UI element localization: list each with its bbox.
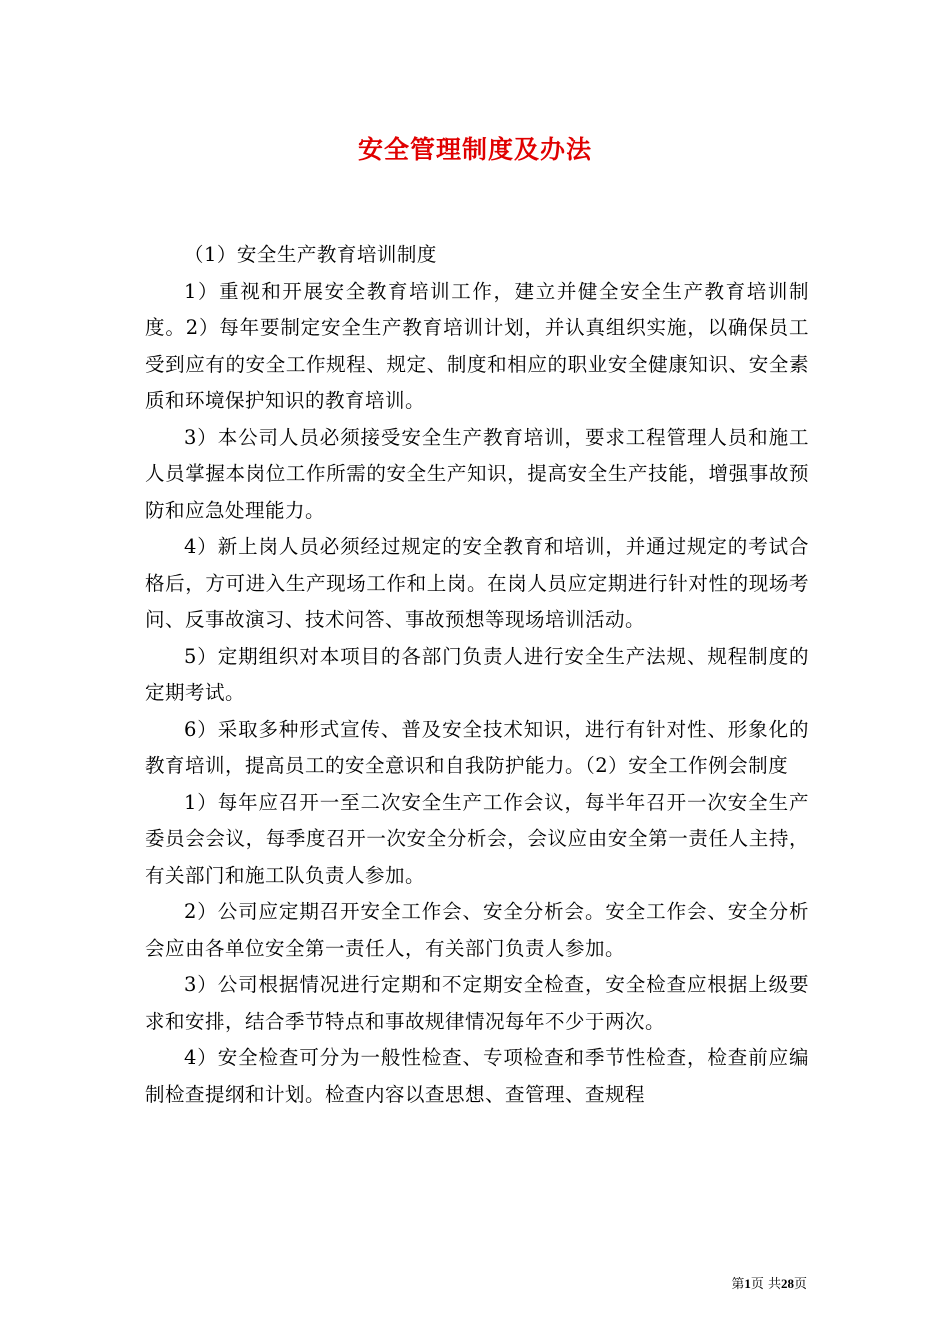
page-number: 1 [744, 1276, 751, 1291]
paragraph: 6）采取多种形式宣传、普及安全技术知识，进行有针对性、形象化的教育培训，提高员工的安全意识和自我防护能力。（2）安全工作例会制度 [145, 717, 809, 777]
total-pages: 28 [780, 1276, 794, 1291]
footer-prefix: 第 [731, 1277, 745, 1292]
paragraph: 1）每年应召开一至二次安全生产工作会议，每半年召开一次安全生产委员会会议，每季度召开一次安全分析会，会议应由安全第一责任人主持，有关部门和施工队负责人参加。 [145, 790, 809, 887]
document-title: 安全管理制度及办法 [357, 135, 592, 164]
paragraph: 3）本公司人员必须接受安全生产教育培训，要求工程管理人员和施工人员掌握本岗位工作所需的安全生产知识，提高安全生产技能，增强事故预防和应急处理能力。 [145, 425, 809, 522]
paragraph: 3）公司根据情况进行定期和不定期安全检查，安全检查应根据上级要求和安排，结合季节特点和事故规律情况每年不少于两次。 [145, 973, 809, 1033]
paragraph: 5）定期组织对本项目的各部门负责人进行安全生产法规、规程制度的定期考试。 [145, 644, 809, 704]
section-heading: （1）安全生产教育培训制度 [184, 243, 437, 266]
footer-suffix: 页 [793, 1277, 807, 1292]
paragraph: 4）新上岗人员必须经过规定的安全教育和培训，并通过规定的考试合格后，方可进入生产现场工作和上岗。在岗人员应定期进行针对性的现场考问、反事故演习、技术问答、事故预想等现场培训活动。 [145, 535, 809, 631]
footer-middle: 页 共 [750, 1277, 781, 1292]
paragraph: 2）公司应定期召开安全工作会、安全分析会。安全工作会、安全分析会应由各单位安全第一责任人，有关部门负责人参加。 [145, 900, 809, 960]
page-footer [731, 1276, 807, 1293]
document-body [145, 237, 809, 1113]
paragraph: 4）安全检查可分为一般性检查、专项检查和季节性检查，检查前应编制检查提纲和计划。检查内容以查思想、查管理、查规程 [145, 1046, 809, 1106]
paragraph: 1）重视和开展安全教育培训工作，建立并健全安全生产教育培训制度。2）每年要制定安全生产教育培训计划，并认真组织实施，以确保员工受到应有的安全工作规程、规定、制度和相应的职业安全健康知识、安全素质和环境保护知识的教育培训。 [145, 279, 809, 412]
